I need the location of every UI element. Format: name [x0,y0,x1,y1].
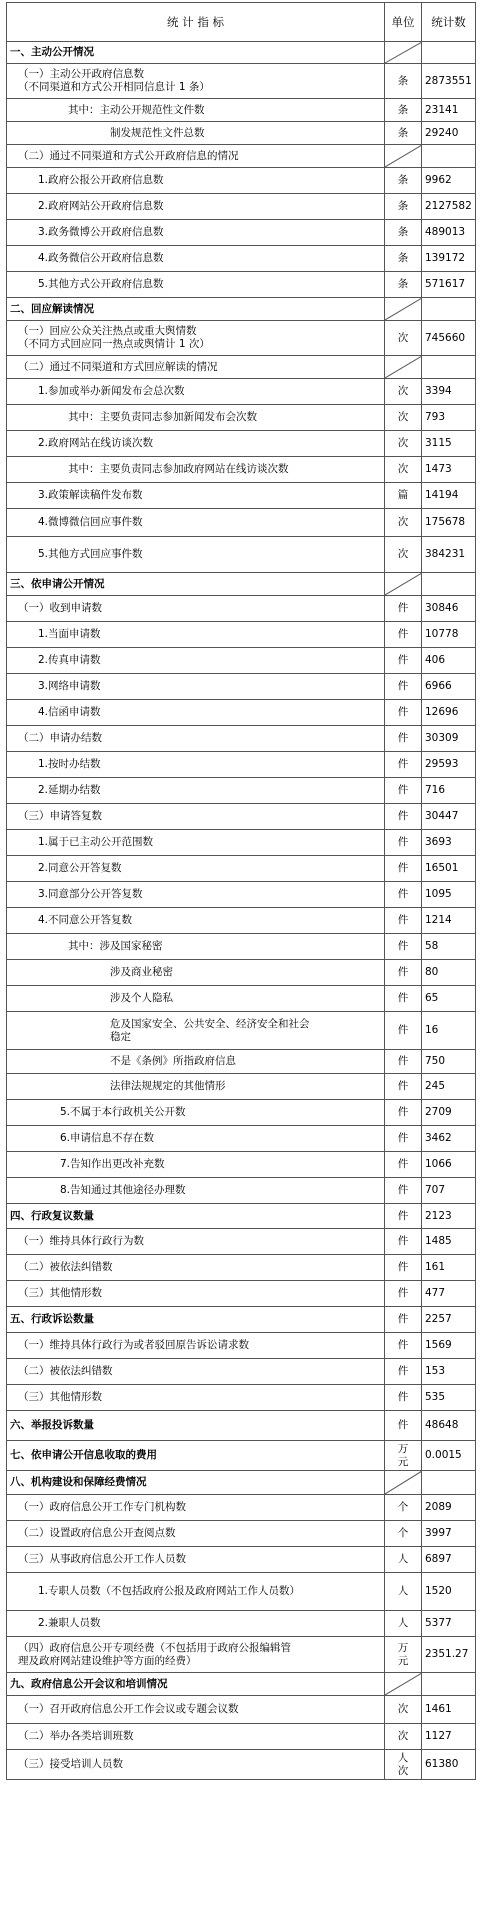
unit-cell: 次 [385,431,422,457]
diagonal-slash [385,298,422,320]
indicator-cell: 8.告知通过其他途径办理数 [7,1178,385,1204]
table-row [7,1281,476,1307]
unit-cell: 件 [385,778,422,804]
value-cell: 2873551 [422,64,476,99]
unit-cell: 件 [385,752,422,778]
value-cell: 1095 [422,882,476,908]
unit-cell: 件 [385,1307,422,1333]
indicator-cell: （二）通过不同渠道和方式回应解读的情况 [7,356,385,379]
value-cell: 1461 [422,1696,476,1724]
unit-cell: 件 [385,1050,422,1074]
slash-line [385,573,422,595]
indicator-cell: 2.政府网站在线访谈次数 [7,431,385,457]
value-cell: 12696 [422,700,476,726]
indicator-cell: 1.当面申请数 [7,622,385,648]
value-cell: 1066 [422,1152,476,1178]
unit-cell: 次 [385,509,422,537]
table-row [7,778,476,804]
indicator-cell: （一）回应公众关注热点或重大舆情数 （不同方式回应同一热点或舆情计 1 次） [7,321,385,356]
value-cell: 1485 [422,1229,476,1255]
section-row [7,42,476,64]
table-row [7,726,476,752]
table-row [7,908,476,934]
unit-cell: 件 [385,1204,422,1229]
table-row [7,145,476,168]
indicator-cell: （一）维持具体行政行为或者驳回原告诉讼请求数 [7,1333,385,1359]
slash-line [385,42,422,63]
indicator-cell: （一）主动公开政府信息数 （不同渠道和方式公开相同信息计 1 条） [7,64,385,99]
value-cell: 2709 [422,1100,476,1126]
value-cell: 61380 [422,1750,476,1780]
slash-line [385,298,422,320]
indicator-cell: 涉及个人隐私 [7,986,385,1012]
indicator-cell: 5.其他方式公开政府信息数 [7,272,385,298]
unit-cell: 件 [385,596,422,622]
unit-cell: 条 [385,168,422,194]
unit-cell: 件 [385,1152,422,1178]
value-cell: 571617 [422,272,476,298]
unit-cell: 次 [385,1696,422,1724]
table-row [7,1637,476,1673]
table-row [7,752,476,778]
header-indicator: 统 计 指 标 [7,3,385,42]
unit-cell: 条 [385,272,422,298]
value-cell: 9962 [422,168,476,194]
indicator-cell: 其中：主要负责同志参加政府网站在线访谈次数 [7,457,385,483]
indicator-cell: 不是《条例》所指政府信息 [7,1050,385,1074]
value-cell: 406 [422,648,476,674]
indicator-cell: 2.传真申请数 [7,648,385,674]
value-cell: 3462 [422,1126,476,1152]
unit-cell: 条 [385,194,422,220]
table-row [7,596,476,622]
unit-cell: 件 [385,1126,422,1152]
value-cell: 30846 [422,596,476,622]
table-row [7,220,476,246]
table-row [7,168,476,194]
value-cell: 23141 [422,99,476,122]
indicator-cell: 3.政务微博公开政府信息数 [7,220,385,246]
table-row [7,122,476,145]
section-row [7,1307,476,1333]
unit-cell: 件 [385,856,422,882]
table-row [7,1178,476,1204]
indicator-cell: （三）申请答复数 [7,804,385,830]
value-cell [422,1673,476,1696]
value-cell: 5377 [422,1611,476,1637]
value-cell: 3693 [422,830,476,856]
indicator-cell: 法律法规规定的其他情形 [7,1074,385,1100]
indicator-cell: （一）收到申请数 [7,596,385,622]
section-row [7,1204,476,1229]
unit-cell: 件 [385,622,422,648]
unit-cell: 件 [385,1229,422,1255]
empty-unit-cell [385,42,422,64]
value-cell: 707 [422,1178,476,1204]
diagonal-slash [385,145,422,167]
value-cell: 16501 [422,856,476,882]
indicator-cell: 八、机构建设和保障经费情况 [7,1471,385,1495]
table-row [7,1611,476,1637]
table-row [7,1359,476,1385]
indicator-cell: （二）被依法纠错数 [7,1255,385,1281]
value-cell: 750 [422,1050,476,1074]
indicator-cell: 3.网络申请数 [7,674,385,700]
unit-cell: 件 [385,1411,422,1441]
value-cell: 1569 [422,1333,476,1359]
table-row [7,1521,476,1547]
slash-line [385,145,422,167]
empty-unit-cell [385,573,422,596]
value-cell: 477 [422,1281,476,1307]
header-row [7,3,476,42]
unit-cell: 条 [385,99,422,122]
table-row [7,960,476,986]
value-cell: 384231 [422,537,476,573]
value-cell: 161 [422,1255,476,1281]
unit-cell: 件 [385,726,422,752]
indicator-cell: 制发规范性文件总数 [7,122,385,145]
indicator-cell: （一）政府信息公开工作专门机构数 [7,1495,385,1521]
value-cell: 16 [422,1012,476,1050]
table-row [7,272,476,298]
unit-cell: 人 [385,1573,422,1611]
value-cell: 745660 [422,321,476,356]
diagonal-slash [385,42,422,63]
unit-cell: 人 次 [385,1750,422,1780]
table-row [7,537,476,573]
indicator-cell: 四、行政复议数量 [7,1204,385,1229]
table-row [7,986,476,1012]
indicator-cell: 1.参加或举办新闻发布会总次数 [7,379,385,405]
indicator-cell: （三）从事政府信息公开工作人员数 [7,1547,385,1573]
table-row [7,1696,476,1724]
table-row [7,1229,476,1255]
unit-cell: 件 [385,1012,422,1050]
value-cell: 2127582 [422,194,476,220]
value-cell: 48648 [422,1411,476,1441]
value-cell: 2257 [422,1307,476,1333]
value-cell: 1520 [422,1573,476,1611]
unit-cell: 件 [385,830,422,856]
indicator-cell: 1.按时办结数 [7,752,385,778]
indicator-cell: （二）设置政府信息公开查阅点数 [7,1521,385,1547]
unit-cell: 件 [385,1359,422,1385]
table-row [7,431,476,457]
indicator-cell: 1.属于已主动公开范围数 [7,830,385,856]
value-cell: 65 [422,986,476,1012]
indicator-cell: 六、举报投诉数量 [7,1411,385,1441]
value-cell: 2351.27 [422,1637,476,1673]
unit-cell: 次 [385,379,422,405]
unit-cell: 件 [385,700,422,726]
header-value: 统计数 [422,3,476,42]
indicator-cell: （三）接受培训人员数 [7,1750,385,1780]
indicator-cell: 5.不属于本行政机关公开数 [7,1100,385,1126]
table-row [7,356,476,379]
unit-cell: 条 [385,122,422,145]
indicator-cell: （二）申请办结数 [7,726,385,752]
indicator-cell: 七、依申请公开信息收取的费用 [7,1441,385,1471]
table-row [7,321,476,356]
slash-line [385,356,422,378]
value-cell: 139172 [422,246,476,272]
value-cell: 2089 [422,1495,476,1521]
value-cell: 80 [422,960,476,986]
table-row [7,1126,476,1152]
value-cell: 30309 [422,726,476,752]
value-cell: 793 [422,405,476,431]
diagonal-slash [385,1471,422,1494]
value-cell: 29240 [422,122,476,145]
indicator-cell: 2.同意公开答复数 [7,856,385,882]
table-row [7,405,476,431]
table-row [7,246,476,272]
unit-cell: 件 [385,908,422,934]
indicator-cell: 1.政府公报公开政府信息数 [7,168,385,194]
table-row [7,99,476,122]
table-row [7,483,476,509]
indicator-cell: 三、依申请公开情况 [7,573,385,596]
unit-cell: 件 [385,1178,422,1204]
table-row [7,700,476,726]
unit-cell: 人 [385,1547,422,1573]
indicator-cell: 2.兼职人员数 [7,1611,385,1637]
indicator-cell: 4.政务微信公开政府信息数 [7,246,385,272]
indicator-cell: 5.其他方式回应事件数 [7,537,385,573]
unit-cell: 万 元 [385,1441,422,1471]
unit-cell: 件 [385,1074,422,1100]
table-row [7,830,476,856]
slash-line [385,1673,422,1695]
section-row [7,298,476,321]
value-cell: 14194 [422,483,476,509]
value-cell [422,298,476,321]
unit-cell: 件 [385,986,422,1012]
indicator-cell: 4.不同意公开答复数 [7,908,385,934]
unit-cell: 条 [385,64,422,99]
table-row [7,1333,476,1359]
unit-cell: 个 [385,1495,422,1521]
indicator-cell: 3.同意部分公开答复数 [7,882,385,908]
indicator-cell: 五、行政诉讼数量 [7,1307,385,1333]
value-cell: 245 [422,1074,476,1100]
empty-unit-cell [385,1471,422,1495]
unit-cell: 条 [385,220,422,246]
unit-cell: 次 [385,1724,422,1750]
unit-cell: 次 [385,537,422,573]
indicator-cell: （二）通过不同渠道和方式公开政府信息的情况 [7,145,385,168]
header-unit: 单位 [385,3,422,42]
table-body [7,42,476,1780]
diagonal-slash [385,1673,422,1695]
indicator-cell: （三）其他情形数 [7,1385,385,1411]
value-cell [422,356,476,379]
table-row [7,509,476,537]
value-cell: 3115 [422,431,476,457]
indicator-cell: 其中：主要负责同志参加新闻发布会次数 [7,405,385,431]
table-row [7,1100,476,1126]
unit-cell: 件 [385,882,422,908]
diagonal-slash [385,573,422,595]
unit-cell: 件 [385,960,422,986]
unit-cell: 件 [385,1385,422,1411]
value-cell: 1214 [422,908,476,934]
empty-unit-cell [385,145,422,168]
indicator-cell: 2.延期办结数 [7,778,385,804]
value-cell: 1127 [422,1724,476,1750]
value-cell: 535 [422,1385,476,1411]
table-row [7,622,476,648]
unit-cell: 次 [385,405,422,431]
unit-cell: 次 [385,457,422,483]
indicator-cell: 二、回应解读情况 [7,298,385,321]
unit-cell: 件 [385,648,422,674]
table-row [7,1573,476,1611]
indicator-cell: （四）政府信息公开专项经费（不包括用于政府公报编辑管 理及政府网站建设维护等方面的经费） [7,1637,385,1673]
table-row [7,64,476,99]
indicator-cell: （一）维持具体行政行为数 [7,1229,385,1255]
unit-cell: 次 [385,321,422,356]
value-cell: 6897 [422,1547,476,1573]
value-cell: 3997 [422,1521,476,1547]
indicator-cell: 其中：涉及国家秘密 [7,934,385,960]
unit-cell: 个 [385,1521,422,1547]
unit-cell: 件 [385,1281,422,1307]
value-cell: 58 [422,934,476,960]
value-cell: 3394 [422,379,476,405]
value-cell: 175678 [422,509,476,537]
table-row [7,379,476,405]
table-row [7,1547,476,1573]
table-row [7,457,476,483]
indicator-cell: 1.专职人员数（不包括政府公报及政府网站工作人员数） [7,1573,385,1611]
value-cell: 716 [422,778,476,804]
indicator-cell: 涉及商业秘密 [7,960,385,986]
table-row [7,934,476,960]
table-row [7,882,476,908]
unit-cell: 万 元 [385,1637,422,1673]
table-row [7,1050,476,1074]
statistics-table [6,2,476,1780]
empty-unit-cell [385,298,422,321]
empty-unit-cell [385,1673,422,1696]
value-cell [422,42,476,64]
table-row [7,1750,476,1780]
indicator-cell: 3.政策解读稿件发布数 [7,483,385,509]
value-cell [422,1471,476,1495]
table-row [7,804,476,830]
table-row [7,1385,476,1411]
unit-cell: 件 [385,934,422,960]
indicator-cell: 其中：主动公开规范性文件数 [7,99,385,122]
empty-unit-cell [385,356,422,379]
unit-cell: 人 [385,1611,422,1637]
table-row [7,1255,476,1281]
table-row [7,1152,476,1178]
value-cell: 489013 [422,220,476,246]
unit-cell: 件 [385,1255,422,1281]
value-cell: 1473 [422,457,476,483]
table-row [7,674,476,700]
value-cell [422,145,476,168]
unit-cell: 件 [385,804,422,830]
section-row [7,573,476,596]
table-row [7,194,476,220]
unit-cell: 件 [385,674,422,700]
slash-line [385,1471,422,1494]
value-cell: 0.0015 [422,1441,476,1471]
section-row [7,1411,476,1441]
section-row [7,1471,476,1495]
value-cell: 6966 [422,674,476,700]
table-row [7,856,476,882]
table-row [7,1724,476,1750]
value-cell: 2123 [422,1204,476,1229]
indicator-cell: （三）其他情形数 [7,1281,385,1307]
value-cell: 30447 [422,804,476,830]
indicator-cell: （二）举办各类培训班数 [7,1724,385,1750]
indicator-cell: 4.微博微信回应事件数 [7,509,385,537]
indicator-cell: 2.政府网站公开政府信息数 [7,194,385,220]
diagonal-slash [385,356,422,378]
unit-cell: 条 [385,246,422,272]
indicator-cell: （二）被依法纠错数 [7,1359,385,1385]
indicator-cell: 九、政府信息公开会议和培训情况 [7,1673,385,1696]
section-row [7,1441,476,1471]
section-row [7,1673,476,1696]
value-cell: 10778 [422,622,476,648]
indicator-cell: 危及国家安全、公共安全、经济安全和社会 稳定 [7,1012,385,1050]
table-row [7,1074,476,1100]
unit-cell: 篇 [385,483,422,509]
indicator-cell: 4.信函申请数 [7,700,385,726]
unit-cell: 件 [385,1100,422,1126]
table-row [7,1012,476,1050]
table-row [7,648,476,674]
indicator-cell: 7.告知作出更改补充数 [7,1152,385,1178]
indicator-cell: （一）召开政府信息公开工作会议或专题会议数 [7,1696,385,1724]
unit-cell: 件 [385,1333,422,1359]
indicator-cell: 一、主动公开情况 [7,42,385,64]
indicator-cell: 6.申请信息不存在数 [7,1126,385,1152]
value-cell: 153 [422,1359,476,1385]
table-row [7,1495,476,1521]
value-cell: 29593 [422,752,476,778]
value-cell [422,573,476,596]
